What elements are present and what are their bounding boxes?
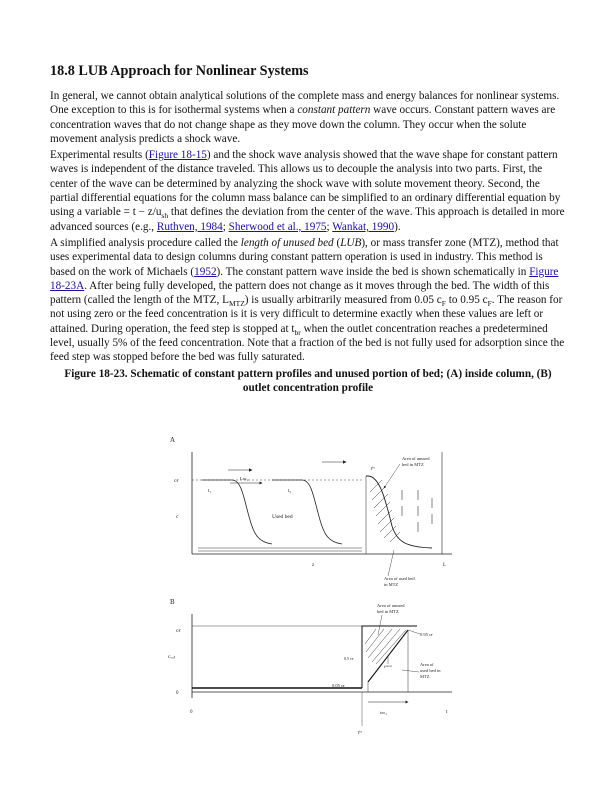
p3-text-c: ), or mass transfer zone (MTZ), method that uses experimental data to design columns during constant pattern operation is used in industry. This method is based on the work of Michaels ( — [50, 236, 559, 278]
panel-b-05-label: 0.05 cғ — [332, 683, 345, 688]
panel-b-zero-y: 0 — [176, 691, 179, 696]
panel-a-used-area-line2: in MTZ — [384, 582, 399, 587]
p3-emphasis-lub-term: length of unused bed — [240, 236, 334, 249]
panel-a-t2-label: t₂ — [288, 489, 292, 494]
p3-text-d: ). The constant pattern wave inside the bed is shown schematically in — [216, 265, 530, 278]
panel-a-unused-pointer — [384, 464, 400, 488]
p3-text-g: to 0.95 c — [445, 294, 488, 307]
panel-b-cout-label: cₒᵤₜ — [168, 654, 176, 660]
link-figure-18-23a[interactable]: Figure 18-23A — [50, 265, 559, 292]
p3-text-h: . The reason for not using zero or the feed concentration is it is very difficult to determine exactly when these values are left or attained. During operation, the feed step is stopped at t — [50, 294, 563, 335]
panel-a-used-area-line1: Area of used bed — [384, 576, 415, 581]
panel-b-tmtz-label: tₘₜ₂ — [380, 710, 387, 715]
panel-b-used-area-line1: Area of — [420, 662, 434, 667]
panel-a-bed-lines — [198, 548, 362, 551]
panel-a-tbr-label: tᵇʳ — [371, 467, 376, 472]
p3-sub-br: br — [294, 327, 301, 337]
panel-b-used-pointer — [402, 670, 419, 672]
p2-text-c: that defines the deviation from the center of the wave. This approach is detailed in more advanced sources (e.g., — [50, 206, 565, 233]
panel-a-L-label: L — [443, 563, 447, 568]
p2-text-d: ; — [222, 220, 229, 233]
paragraph-1 — [50, 89, 566, 146]
paragraph-3 — [50, 236, 566, 365]
panel-b-50-label: 0.5 cғ — [344, 656, 354, 661]
panel-a-cf-label: cғ — [174, 478, 179, 484]
panel-a-used-dashes — [402, 490, 432, 532]
p3-emphasis-lub: LUB — [340, 236, 362, 249]
panel-b-label: B — [170, 598, 175, 606]
p3-sub-f1: F — [441, 299, 446, 309]
panel-a-curve-tbr — [366, 476, 432, 548]
p3-sub-f2: F — [487, 299, 492, 309]
p3-text-b: ( — [333, 236, 341, 249]
p3-text-a: A simplified analysis procedure called the — [50, 236, 241, 249]
panel-b-unused-area-line2: bed in MTZ — [377, 609, 399, 614]
link-sherwood-1975[interactable]: Sherwood et al., 1975 — [228, 220, 327, 233]
p3-text-e: . After being fully developed, the pattern does not change as it moves through the bed. The width of this pattern (called the length of the MTZ, L — [50, 279, 550, 307]
article-body — [50, 62, 566, 395]
panel-b-95-pointer — [408, 630, 420, 634]
p2-text-a: Experimental results ( — [50, 149, 149, 162]
link-figure-18-15[interactable]: Figure 18-15 — [148, 149, 207, 162]
panel-b-tcenter-label: tᶜᵉⁿᵗᵉʳ — [384, 664, 392, 669]
figure-18-23 — [162, 430, 462, 742]
figure-caption: Figure 18-23. Schematic of constant pattern profiles and unused portion of bed; (A) inside column, (B) outlet concentration profile — [64, 367, 552, 394]
panel-a-curve-t1 — [202, 480, 272, 544]
panel-b-cf-label: cғ — [176, 628, 181, 634]
panel-b-zero-x: 0 — [190, 710, 193, 715]
panel-b-tbr-label: tᵇʳ — [358, 731, 363, 736]
panel-a-label: A — [170, 436, 176, 444]
panel-b-95-label: 0.95 cғ — [420, 632, 433, 637]
panel-a-curve-t2 — [272, 480, 342, 544]
p2-text-f: ). — [394, 220, 401, 233]
panel-b-unused-area-line1: Area of unused — [377, 603, 405, 608]
p2-text-e: ; — [326, 220, 333, 233]
link-michaels-1952[interactable]: 1952 — [194, 265, 217, 278]
panel-a-z-label: z — [312, 563, 315, 568]
p2-sub-sh: sh — [161, 211, 169, 221]
p3-text-f: ) is usually arbitrarily measured from 0.05 c — [244, 294, 442, 307]
p3-sub-mtz: MTZ — [228, 299, 245, 309]
panel-a-lmtz-label: Lₘₜ₂ — [240, 476, 249, 481]
p2-text-b: ) and the shock wave analysis showed that the wave shape for constant pattern waves is independent of the distance traveled. This allows us to decouple the analysis into two parts. First, the center of the wave can be determined by analyzing the shock wave with solute movement theory. Second, the partial differential equations for the column mass balance can be simplified to an ordinary differential equation by using a variable = t − z/u — [50, 149, 561, 219]
panel-a-unused-hatch — [370, 480, 400, 542]
link-ruthven-1984[interactable]: Ruthven, 1984 — [156, 220, 223, 233]
section-title: 18.8 LUB Approach for Nonlinear Systems — [50, 63, 309, 79]
link-wankat-1990[interactable]: Wankat, 1990 — [332, 220, 395, 233]
p1-text-a: In general, we cannot obtain analytical solutions of the complete mass and energy balances for nonlinear systems. One exception to this is for isothermal systems when a — [50, 90, 560, 117]
p1-emphasis: constant pattern — [297, 104, 371, 117]
p3-text-i: when the outlet concentration reaches a predetermined level, usually 5% of the feed concentration. Note that a fraction of the bed is not fully used for adsorption since the feed step was stopped before the bed was fully saturated. — [50, 322, 565, 364]
panel-a-t1-label: t₁ — [208, 489, 212, 494]
panel-a-used-bed-label: Used bed — [272, 514, 293, 520]
paragraph-2 — [50, 148, 566, 234]
panel-b-used-area-line2: used bed in — [420, 668, 441, 673]
p1-text-b: wave occurs. Constant pattern waves are concentration waves that do not change shape as they move down the column. They occur when the solute movement analysis predicts a shock wave. — [50, 104, 556, 145]
panel-a-unused-area-line1: Area of unused — [402, 456, 430, 461]
panel-b-t-label: t — [446, 709, 448, 715]
figure-svg — [162, 430, 462, 742]
panel-a-unused-area-line2: bed in MTZ — [402, 462, 424, 467]
panel-b-used-area-line3: MTZ — [420, 674, 430, 679]
panel-a-c-label: c — [176, 514, 179, 520]
